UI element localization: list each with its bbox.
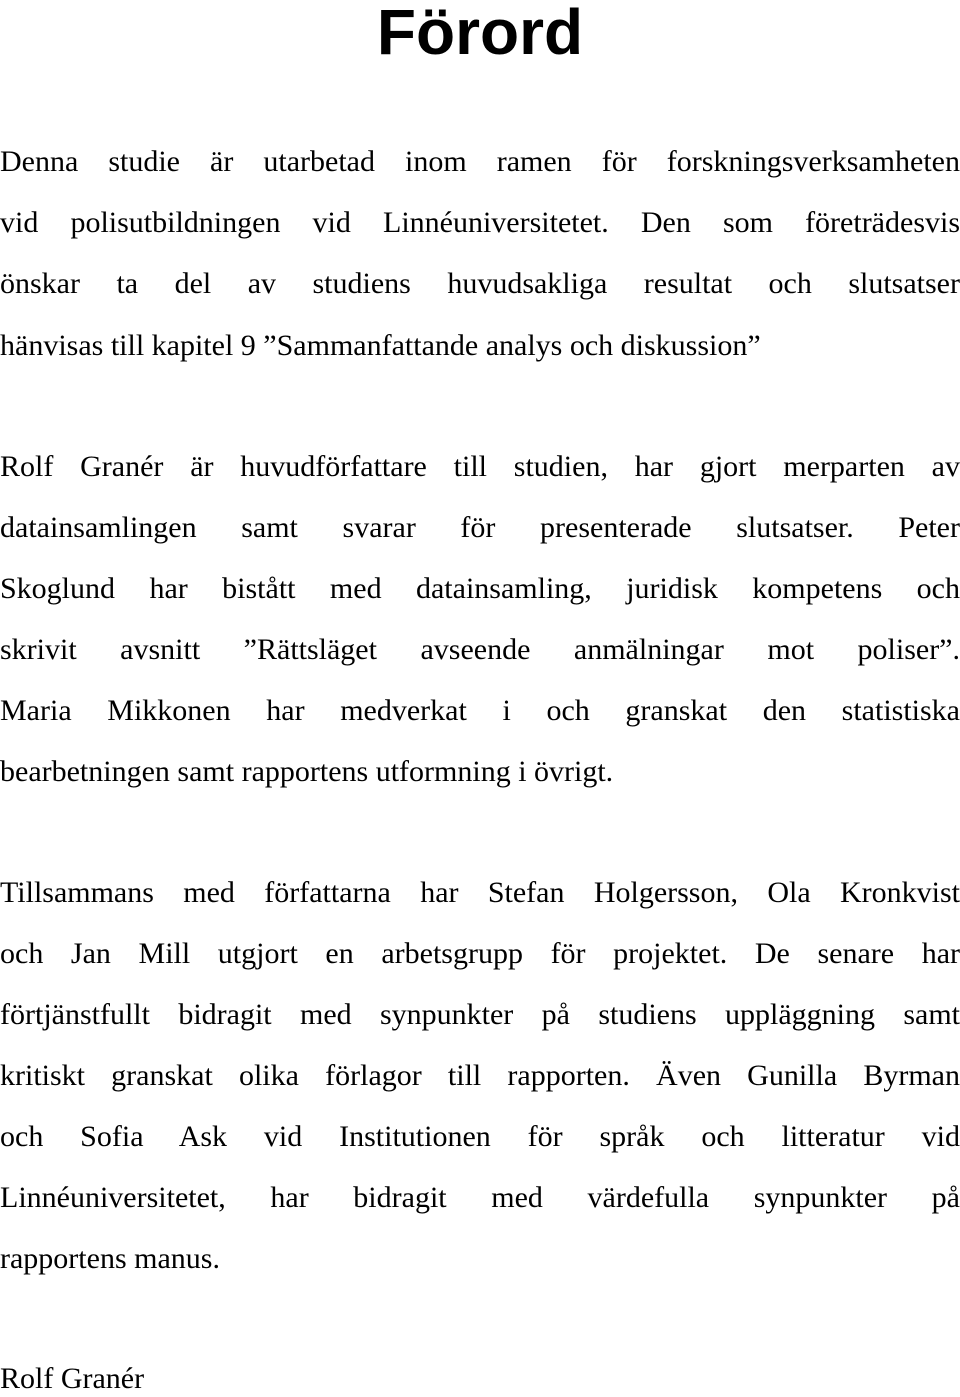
paragraph-line: och Jan Mill utgjort en arbetsgrupp för projektet. De senare har (0, 937, 960, 970)
paragraph-line: förtjänstfullt bidragit med synpunkter på studiens uppläggning samt (0, 998, 960, 1031)
paragraph-line: Tillsammans med författarna har Stefan Holgersson, Ola Kronkvist (0, 876, 960, 909)
paragraph-line: och Sofia Ask vid Institutionen för språk och litteratur vid (0, 1120, 960, 1153)
paragraph-line: Linnéuniversitetet, har bidragit med värdefulla synpunkter på (0, 1181, 960, 1214)
paragraph-line: rapportens manus. (0, 1242, 220, 1275)
paragraph-line: datainsamlingen samt svarar för presenterade slutsatser. Peter (0, 511, 960, 544)
paragraph-line: Denna studie är utarbetad inom ramen för forskningsverksamheten (0, 145, 960, 178)
paragraph-line: bearbetningen samt rapportens utformning i övrigt. (0, 755, 614, 788)
paragraph-line: vid polisutbildningen vid Linnéuniversitetet. Den som företrädesvis (0, 206, 960, 239)
author-signature: Rolf Granér (0, 1362, 145, 1395)
paragraph-line: Skoglund har bistått med datainsamling, juridisk kompetens och (0, 572, 960, 605)
paragraph-line: hänvisas till kapitel 9 ”Sammanfattande analys och diskussion” (0, 329, 761, 362)
paragraph-line: Rolf Granér är huvudförfattare till studien, har gjort merparten av (0, 450, 960, 483)
paragraph-line: kritiskt granskat olika förlagor till rapporten. Även Gunilla Byrman (0, 1059, 960, 1092)
page-title: Förord (376, 0, 584, 68)
paragraph-line: skrivit avsnitt ”Rättsläget avseende anmälningar mot poliser”. (0, 633, 960, 666)
paragraph-line: Maria Mikkonen har medverkat i och granskat den statistiska (0, 694, 960, 727)
paragraph-line: önskar ta del av studiens huvudsakliga resultat och slutsatser (0, 267, 960, 300)
